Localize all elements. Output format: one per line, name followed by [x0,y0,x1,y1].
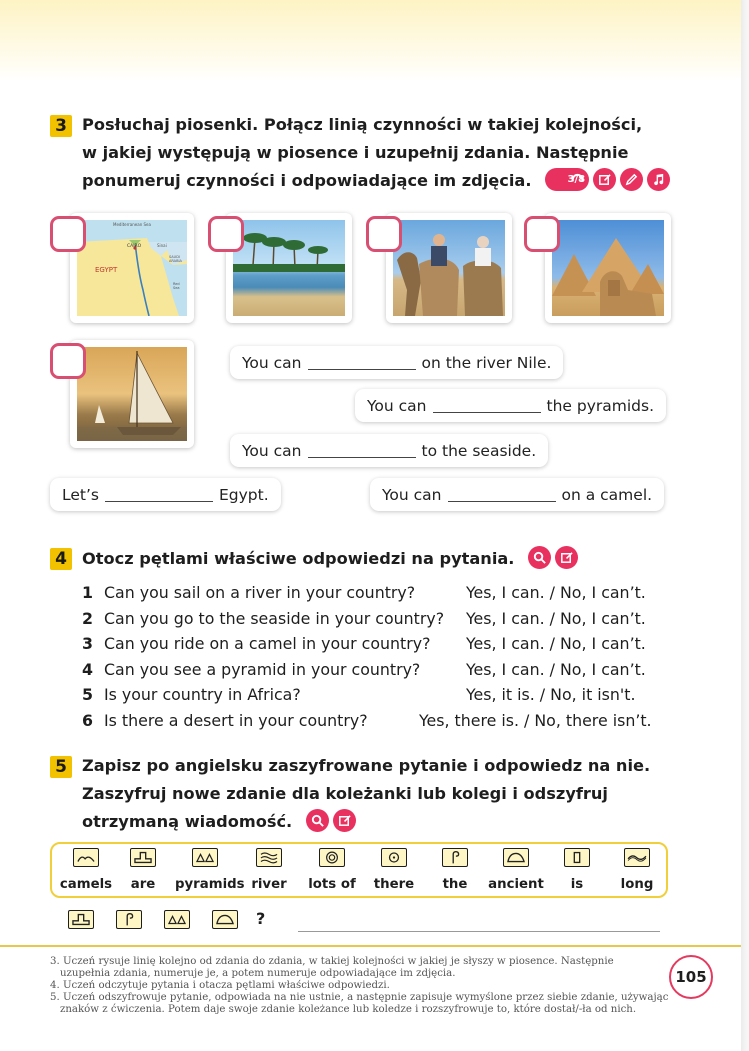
sentence-camel [370,478,664,511]
question-number: 5 [82,685,93,704]
exercise-5-icons [306,809,356,832]
photo-number-box-5[interactable] [50,343,86,379]
exercise-3-instruction-line-3 [82,167,670,195]
camel-image [393,220,505,316]
dot-circle-symbol-icon [381,848,407,867]
exercise-4-icons [528,546,578,569]
map-saudi-label: SAUDI ARABIA [169,255,182,263]
code-is [547,848,607,892]
footer-divider [0,945,741,947]
sentence-2-before: You can [367,396,427,415]
sentence-1-after: on the river Nile. [421,353,552,372]
teacher-note-3-cont: znaków z ćwiczenia. Potem daje swoje zdanie koleżance lub koledze i rozszyfrowuje to, które dostał/-ła od nich. [60,1004,637,1015]
dome-symbol-icon [503,848,529,867]
sentence-2-after: the pyramids. [546,396,654,415]
exercise-4-instruction-line [82,545,578,573]
code-pyramids [175,848,245,892]
code-word: the [442,877,468,892]
answer-line[interactable] [298,931,660,932]
encoded-pyramids-icon [164,910,190,929]
workbook-icon [333,809,356,832]
code-are [113,848,173,892]
code-word: camels [59,877,113,892]
photo-felucca [70,340,194,448]
sentence-1-before: You can [242,353,302,372]
answer-options-6[interactable]: Yes, there is. / No, there isn’t. [419,711,652,730]
exercise-3-icons [545,168,670,191]
map-sea-label: Mediterranean Sea [113,222,151,227]
photo-camel-ride [386,213,512,323]
answer-options-5[interactable]: Yes, it is. / No, it isn't. [466,685,636,704]
teacher-note-2: 4. Uczeń odczytuje pytania i otacza pętlami właściwe odpowiedzi. [50,980,390,991]
map-egypt-label: EGYPT [95,266,118,274]
header-band [0,0,749,80]
photo-pyramids [545,213,671,323]
answer-options-2[interactable]: Yes, I can. / No, I can’t. [466,609,646,628]
bar-symbol-icon [564,848,590,867]
teacher-note-1: 3. Uczeń rysuje linię kolejno od zdania do zdania, w takiej kolejności w jakiej je słyszy w piosence. Następnie [50,956,614,967]
teacher-note-3: 5. Uczeń odszyfrowuje pytanie, odpowiada na nie ustnie, a następnie zapisuje wymyślone przez siebie zdanie, używając [50,992,669,1003]
sentence-3-after: to the seaside. [421,441,537,460]
magnifier-icon [528,546,551,569]
sentence-4-after: Egypt. [218,485,269,504]
sentence-4-before: Let’s [62,485,99,504]
exercise-3-instruction-text: ponumeruj czynności i odpowiadające im zdjęcia. [82,171,532,190]
photo-number-box-2[interactable] [208,216,244,252]
question-number: 1 [82,583,93,602]
code-word: pyramids [175,877,245,892]
exercise-5-instruction-line-2: Zaszyfruj nowe zdanie dla koleżanki lub kolegi i odszyfruj [82,784,608,803]
pyramids-image [552,220,664,316]
felucca-image [77,347,187,441]
sentence-3-blank[interactable] [308,444,416,458]
question-text: Can you sail on a river in your country? [104,583,416,602]
question-text: Can you see a pyramid in your country? [104,660,421,679]
sentence-1-blank[interactable] [308,356,416,370]
question-number: 6 [82,711,93,730]
page-edge [741,0,749,1051]
hook-symbol-icon [442,848,468,867]
answer-options-1[interactable]: Yes, I can. / No, I can’t. [466,583,646,602]
music-note-icon [647,168,670,191]
question-row-6 [82,711,368,730]
triangles-symbol-icon [192,848,218,867]
code-word: lots of [308,877,356,892]
code-ancient [486,848,546,892]
question-number: 4 [82,660,93,679]
question-text: Is your country in Africa? [104,685,301,704]
sentence-5-after: on a camel. [561,485,653,504]
code-word: there [373,877,415,892]
exercise-3-instruction-line-1: Posłuchaj piosenki. Połącz linią czynności w takiej kolejności, [82,115,643,134]
code-the [425,848,485,892]
headphones-icon [545,168,589,191]
map-image [77,220,187,316]
encoded-ancient-icon [212,910,238,929]
encoded-the-icon [116,910,142,929]
code-word: are [130,877,156,892]
exercise-5-instruction-text: otrzymaną wiadomość. [82,812,293,831]
question-mark: ? [256,909,266,928]
question-row-4 [82,660,420,679]
sentence-5-before: You can [382,485,442,504]
code-long [607,848,667,892]
answer-options-3[interactable]: Yes, I can. / No, I can’t. [466,634,646,653]
workbook-icon [555,546,578,569]
step-symbol-icon [130,848,156,867]
question-text: Is there a desert in your country? [104,711,368,730]
question-row-3 [82,634,430,653]
code-lots-of [302,848,362,892]
sentence-river-nile [230,346,563,379]
photo-number-box-4[interactable] [524,216,560,252]
exercise-5-instruction-line-3 [82,808,356,836]
question-number: 3 [82,634,93,653]
question-text: Can you go to the seaside in your country? [104,609,445,628]
seaside-image [233,220,345,316]
question-number: 2 [82,609,93,628]
map-red-sea-label: Red Sea [173,282,180,290]
snake-symbol-icon [624,848,650,867]
waves-symbol-icon [256,848,282,867]
code-there [364,848,424,892]
map-sinai-label: Sinai [157,243,167,248]
workbook-icon [593,168,616,191]
code-word: is [570,877,584,892]
sentence-2-blank[interactable] [433,399,541,413]
answer-options-4[interactable]: Yes, I can. / No, I can’t. [466,660,646,679]
photo-seaside [226,213,352,323]
magnifier-icon [306,809,329,832]
exercise-4-instruction: Otocz pętlami właściwe odpowiedzi na pytania. [82,549,515,568]
code-word: long [620,877,654,892]
exercise-4-number: 4 [50,548,72,570]
code-river [239,848,299,892]
sentence-5-blank[interactable] [448,488,556,502]
pencil-icon [620,168,643,191]
code-camels [56,848,116,892]
hump-symbol-icon [73,848,99,867]
exercise-5-instruction-line-1: Zapisz po angielsku zaszyfrowane pytanie i odpowiedz na nie. [82,756,651,775]
question-row-1 [82,583,415,602]
question-text: Can you ride on a camel in your country? [104,634,431,653]
code-key [50,842,668,898]
sentence-3-before: You can [242,441,302,460]
photo-number-box-3[interactable] [366,216,402,252]
code-word: river [251,877,287,892]
teacher-note-1-cont: uzupełnia zdania, numeruje je, a potem numeruje odpowiadające im zdjęcia. [60,968,456,979]
photo-egypt-map [70,213,194,323]
sentence-pyramids [355,389,666,422]
exercise-3-number: 3 [50,115,72,137]
question-row-2 [82,609,444,628]
sentence-4-blank[interactable] [105,488,213,502]
track-number: 3/8 [567,173,586,185]
sentence-seaside [230,434,548,467]
exercise-3-instruction-line-2: w jakiej występują w piosence i uzupełnij zdania. Następnie [82,143,629,162]
sentence-egypt [50,478,281,511]
encoded-are-icon [68,910,94,929]
code-word: ancient [488,877,544,892]
exercise-5-number: 5 [50,756,72,778]
photo-number-box-1[interactable] [50,216,86,252]
spiral-symbol-icon [319,848,345,867]
question-row-5 [82,685,301,704]
page-number: 105 [669,955,713,999]
map-cairo-label: CAIRO [127,244,142,249]
